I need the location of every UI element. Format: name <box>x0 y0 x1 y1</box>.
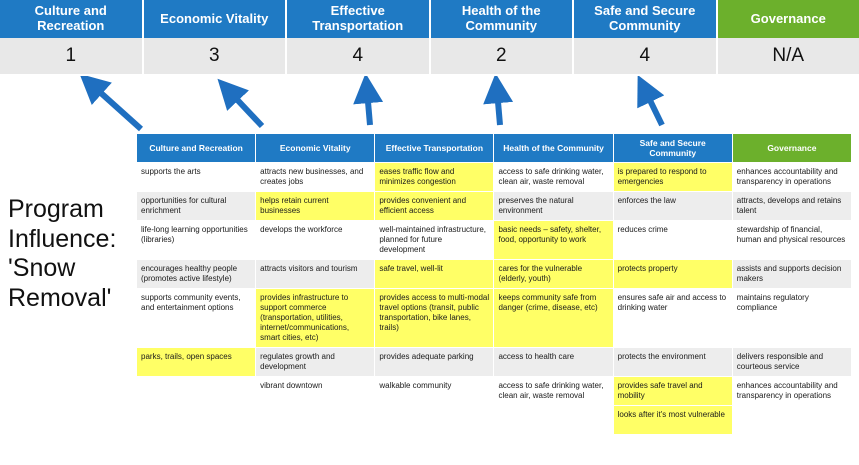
matrix-cell: protects property <box>613 260 732 289</box>
arrow-effective-transportation <box>367 90 370 125</box>
matrix-cell: looks after it's most vulnerable <box>613 406 732 435</box>
matrix-cell: helps retain current businesses <box>256 192 375 221</box>
caption-line-2: Influence: <box>8 224 117 253</box>
matrix-cell: access to safe drinking water, clean air, waste removal <box>494 163 613 192</box>
matrix-cell <box>494 406 613 435</box>
arrow-group <box>0 76 859 134</box>
table-row <box>137 260 852 289</box>
table-row <box>137 163 852 192</box>
header-cell-effective-transportation: Effective Transportation <box>287 0 431 38</box>
matrix-cell: regulates growth and development <box>256 348 375 377</box>
matrix-cell: maintains regulatory compliance <box>732 289 851 348</box>
matrix-cell: enhances accountability and transparency in operations <box>732 377 851 406</box>
table-row <box>137 348 852 377</box>
influence-matrix-table <box>136 133 852 435</box>
score-governance: N/A <box>772 45 805 66</box>
matrix-cell <box>137 377 256 406</box>
header-cell-economic-vitality: Economic Vitality <box>144 0 288 38</box>
matrix-cell: life-long learning opportunities (libraries) <box>137 221 256 260</box>
matrix-cell: access to safe drinking water, clean air, waste removal <box>494 377 613 406</box>
matrix-cell: is prepared to respond to emergencies <box>613 163 732 192</box>
score-effective-transportation: 4 <box>287 38 431 74</box>
matrix-cell: keeps community safe from danger (crime, disease, etc) <box>494 289 613 348</box>
matrix-cell: assists and supports decision makers <box>732 260 851 289</box>
table-row <box>137 377 852 406</box>
matrix-cell <box>137 406 256 435</box>
matrix-cell: enforces the law <box>613 192 732 221</box>
matrix-cell: ensures safe air and access to drinking water <box>613 289 732 348</box>
matrix-cell: well-maintained infrastructure, planned for future development <box>375 221 494 260</box>
matrix-cell: access to health care <box>494 348 613 377</box>
matrix-cell: provides adequate parking <box>375 348 494 377</box>
matrix-cell <box>375 406 494 435</box>
matrix-cell: provides access to multi-modal travel options (transit, public transportation, bike lanes, trails) <box>375 289 494 348</box>
arrow-economic-vitality <box>229 91 262 126</box>
matrix-cell: encourages healthy people (promotes active lifestyle) <box>137 260 256 289</box>
matrix-cell <box>732 406 851 435</box>
table-row <box>137 289 852 348</box>
matrix-cell <box>256 406 375 435</box>
matrix-header-effective-transportation: Effective Transportation <box>375 134 494 163</box>
caption-line-1: Program <box>8 195 104 223</box>
matrix-cell: provides safe travel and mobility <box>613 377 732 406</box>
caption-line-3: 'Snow <box>8 254 76 282</box>
score-culture-and-recreation: 1 <box>0 38 144 74</box>
header-cell-safe-and-secure-community: Safe and Secure Community <box>574 0 718 38</box>
matrix-cell: reduces crime <box>613 221 732 260</box>
matrix-cell: eases traffic flow and minimizes congestion <box>375 163 494 192</box>
arrow-health-of-the-community <box>497 90 500 125</box>
matrix-cell: attracts visitors and tourism <box>256 260 375 289</box>
matrix-cell: stewardship of financial, human and physical resources <box>732 221 851 260</box>
caption-line-4: Removal' <box>8 283 112 312</box>
header-cell-governance: Governance <box>718 0 859 38</box>
matrix-cell: supports the arts <box>137 163 256 192</box>
matrix-header-economic-vitality: Economic Vitality <box>256 134 375 163</box>
matrix-header-governance: Governance <box>732 134 851 163</box>
score-economic-vitality: 3 <box>144 38 288 74</box>
matrix-cell: parks, trails, open spaces <box>137 348 256 377</box>
matrix-cell: walkable community <box>375 377 494 406</box>
header-cell-health-of-the-community: Health of the Community <box>431 0 575 38</box>
matrix-cell: vibrant downtown <box>256 377 375 406</box>
program-influence-caption <box>8 195 136 313</box>
matrix-cell: attracts new businesses, and creates jobs <box>256 163 375 192</box>
score-band <box>0 38 859 76</box>
table-row <box>137 221 852 260</box>
matrix-header-row <box>137 134 852 163</box>
score-safe-and-secure-community: 4 <box>574 38 718 74</box>
matrix-cell: cares for the vulnerable (elderly, youth) <box>494 260 613 289</box>
matrix-header-safe-and-secure-community: Safe and Secure Community <box>613 134 732 163</box>
matrix-cell: enhances accountability and transparency in operations <box>732 163 851 192</box>
matrix-cell: provides convenient and efficient access <box>375 192 494 221</box>
matrix-body <box>137 163 852 435</box>
table-row <box>137 406 852 435</box>
matrix-header-culture-and-recreation: Culture and Recreation <box>137 134 256 163</box>
matrix-cell: protects the environment <box>613 348 732 377</box>
score-health-of-the-community: 2 <box>431 38 575 74</box>
matrix-header-health-of-the-community: Health of the Community <box>494 134 613 163</box>
arrow-culture-and-recreation <box>92 85 141 129</box>
matrix-cell: safe travel, well-lit <box>375 260 494 289</box>
matrix-cell: basic needs – safety, shelter, food, opportunity to work <box>494 221 613 260</box>
matrix-cell: delivers responsible and courteous service <box>732 348 851 377</box>
matrix-cell: develops the workforce <box>256 221 375 260</box>
matrix-cell: provides infrastructure to support commerce (transportation, utilities, internet/communications, smart cities, etc) <box>256 289 375 348</box>
strategic-outcomes-header <box>0 0 859 38</box>
matrix-cell: supports community events, and entertainment options <box>137 289 256 348</box>
matrix-cell: preserves the natural environment <box>494 192 613 221</box>
matrix-cell: attracts, develops and retains talent <box>732 192 851 221</box>
table-row <box>137 192 852 221</box>
arrow-safe-and-secure-community <box>645 90 662 125</box>
header-cell-culture-and-recreation: Culture and Recreation <box>0 0 144 38</box>
matrix-cell: opportunities for cultural enrichment <box>137 192 256 221</box>
